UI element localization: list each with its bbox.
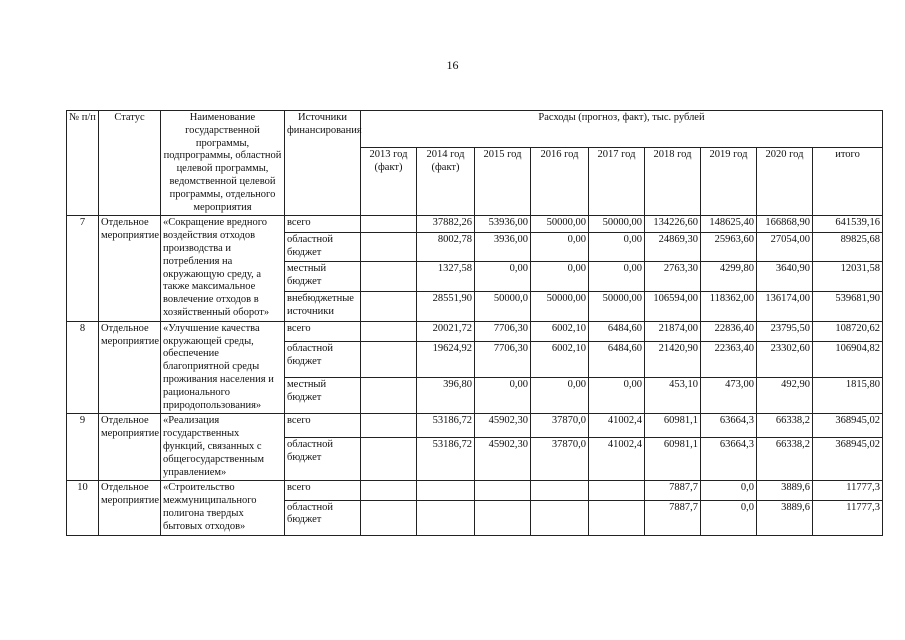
header-source: Источники финансирования <box>285 111 361 216</box>
cell-v2013 <box>361 414 417 438</box>
cell-v2020: 166868,90 <box>757 216 813 232</box>
row-source: всего <box>285 216 361 232</box>
cell-total: 368945,02 <box>813 414 883 438</box>
cell-v2015: 45902,30 <box>475 438 531 481</box>
cell-v2014 <box>417 500 475 535</box>
cell-v2020: 136174,00 <box>757 292 813 322</box>
table-row <box>67 481 883 500</box>
cell-v2013 <box>361 438 417 481</box>
cell-v2015: 50000,0 <box>475 292 531 322</box>
cell-v2014: 28551,90 <box>417 292 475 322</box>
cell-v2018: 7887,7 <box>645 481 701 500</box>
cell-v2013 <box>361 321 417 341</box>
cell-v2014: 37882,26 <box>417 216 475 232</box>
row-source: областной бюджет <box>285 232 361 262</box>
row-source: местный бюджет <box>285 262 361 292</box>
cell-v2018: 134226,60 <box>645 216 701 232</box>
cell-v2015: 45902,30 <box>475 414 531 438</box>
header-name: Наименование государственной программы, подпрограммы, областной целевой программы, ведомственной целевой программы, отдельного мероприятия <box>161 111 285 216</box>
cell-v2013 <box>361 232 417 262</box>
cell-v2016: 6002,10 <box>531 341 589 377</box>
row-source: областной бюджет <box>285 500 361 535</box>
cell-v2013 <box>361 262 417 292</box>
header-2013: 2013 год (факт) <box>361 148 417 216</box>
header-total: итого <box>813 148 883 216</box>
cell-v2018: 60981,1 <box>645 438 701 481</box>
header-num: № п/п <box>67 111 99 216</box>
row-source: областной бюджет <box>285 438 361 481</box>
cell-v2014 <box>417 481 475 500</box>
cell-v2014: 1327,58 <box>417 262 475 292</box>
page-number: 16 <box>446 58 459 72</box>
row-number: 7 <box>67 216 99 321</box>
cell-total: 368945,02 <box>813 438 883 481</box>
cell-v2017: 50000,00 <box>589 216 645 232</box>
cell-total: 11777,3 <box>813 500 883 535</box>
cell-v2019: 22363,40 <box>701 341 757 377</box>
cell-v2020: 492,90 <box>757 378 813 414</box>
row-status: Отдельное мероприятие <box>99 216 161 321</box>
cell-v2018: 21420,90 <box>645 341 701 377</box>
cell-v2014: 53186,72 <box>417 438 475 481</box>
cell-total: 12031,58 <box>813 262 883 292</box>
cell-v2013 <box>361 216 417 232</box>
row-number: 9 <box>67 414 99 481</box>
cell-v2016: 0,00 <box>531 262 589 292</box>
header-2020: 2020 год <box>757 148 813 216</box>
cell-v2017: 0,00 <box>589 232 645 262</box>
cell-v2014: 396,80 <box>417 378 475 414</box>
cell-v2019: 0,0 <box>701 500 757 535</box>
cell-total: 11777,3 <box>813 481 883 500</box>
cell-v2019: 0,0 <box>701 481 757 500</box>
header-status: Статус <box>99 111 161 216</box>
cell-v2019: 63664,3 <box>701 438 757 481</box>
cell-v2014: 53186,72 <box>417 414 475 438</box>
cell-total: 108720,62 <box>813 321 883 341</box>
cell-v2020: 23302,60 <box>757 341 813 377</box>
cell-v2014: 19624,92 <box>417 341 475 377</box>
cell-v2016 <box>531 481 589 500</box>
row-status: Отдельное мероприятие <box>99 481 161 535</box>
cell-v2015: 7706,30 <box>475 341 531 377</box>
cell-v2016: 37870,0 <box>531 414 589 438</box>
row-name: «Улучшение качества окружающей среды, обеспечение благоприятной среды проживания населения и рационального природопользования» <box>161 321 285 414</box>
row-source: областной бюджет <box>285 341 361 377</box>
header-2018: 2018 год <box>645 148 701 216</box>
cell-v2019: 473,00 <box>701 378 757 414</box>
cell-v2017: 6484,60 <box>589 341 645 377</box>
row-status: Отдельное мероприятие <box>99 414 161 481</box>
row-source: внебюджетные источники <box>285 292 361 322</box>
cell-v2017: 0,00 <box>589 262 645 292</box>
cell-v2018: 60981,1 <box>645 414 701 438</box>
row-name: «Реализация государственных функций, связанных с общегосударственным управлением» <box>161 414 285 481</box>
cell-v2019: 148625,40 <box>701 216 757 232</box>
cell-v2013 <box>361 292 417 322</box>
cell-v2020: 66338,2 <box>757 438 813 481</box>
cell-total: 89825,68 <box>813 232 883 262</box>
cell-v2017: 0,00 <box>589 378 645 414</box>
cell-v2017 <box>589 481 645 500</box>
cell-v2017: 50000,00 <box>589 292 645 322</box>
cell-total: 641539,16 <box>813 216 883 232</box>
row-status: Отдельное мероприятие <box>99 321 161 414</box>
cell-v2017: 6484,60 <box>589 321 645 341</box>
budget-table <box>66 110 883 536</box>
cell-v2015: 0,00 <box>475 262 531 292</box>
cell-total: 1815,80 <box>813 378 883 414</box>
cell-v2013 <box>361 378 417 414</box>
table-body <box>67 216 883 535</box>
row-name: «Строительство межмуниципального полигона твердых бытовых отходов» <box>161 481 285 535</box>
row-source: всего <box>285 414 361 438</box>
cell-v2017 <box>589 500 645 535</box>
table-row <box>67 216 883 232</box>
cell-v2017: 41002,4 <box>589 438 645 481</box>
cell-v2016 <box>531 500 589 535</box>
row-source: всего <box>285 481 361 500</box>
row-number: 10 <box>67 481 99 535</box>
cell-v2017: 41002,4 <box>589 414 645 438</box>
cell-v2020: 3889,6 <box>757 500 813 535</box>
cell-v2015: 0,00 <box>475 378 531 414</box>
cell-v2019: 22836,40 <box>701 321 757 341</box>
cell-v2018: 453,10 <box>645 378 701 414</box>
cell-v2015 <box>475 500 531 535</box>
cell-v2013 <box>361 500 417 535</box>
header-2019: 2019 год <box>701 148 757 216</box>
cell-v2016: 50000,00 <box>531 216 589 232</box>
cell-v2015: 7706,30 <box>475 321 531 341</box>
cell-v2018: 2763,30 <box>645 262 701 292</box>
cell-v2013 <box>361 341 417 377</box>
cell-v2020: 23795,50 <box>757 321 813 341</box>
cell-v2016: 0,00 <box>531 378 589 414</box>
cell-v2015: 53936,00 <box>475 216 531 232</box>
row-source: всего <box>285 321 361 341</box>
cell-v2019: 118362,00 <box>701 292 757 322</box>
cell-v2016: 0,00 <box>531 232 589 262</box>
cell-v2015 <box>475 481 531 500</box>
cell-v2018: 21874,00 <box>645 321 701 341</box>
cell-v2013 <box>361 481 417 500</box>
cell-v2020: 27054,00 <box>757 232 813 262</box>
header-2015: 2015 год <box>475 148 531 216</box>
row-source: местный бюджет <box>285 378 361 414</box>
row-name: «Сокращение вредного воздействия отходов производства и потребления на окружающую среду, а также максимальное вовлечение отходов в хозяйственный оборот» <box>161 216 285 321</box>
cell-v2019: 63664,3 <box>701 414 757 438</box>
cell-v2020: 3640,90 <box>757 262 813 292</box>
header-2017: 2017 год <box>589 148 645 216</box>
table-row <box>67 321 883 341</box>
table-row <box>67 414 883 438</box>
cell-v2018: 7887,7 <box>645 500 701 535</box>
header-2016: 2016 год <box>531 148 589 216</box>
cell-total: 106904,82 <box>813 341 883 377</box>
cell-v2014: 8002,78 <box>417 232 475 262</box>
row-number: 8 <box>67 321 99 414</box>
cell-v2020: 66338,2 <box>757 414 813 438</box>
cell-v2018: 106594,00 <box>645 292 701 322</box>
header-2014: 2014 год (факт) <box>417 148 475 216</box>
cell-v2014: 20021,72 <box>417 321 475 341</box>
cell-v2019: 25963,60 <box>701 232 757 262</box>
cell-v2020: 3889,6 <box>757 481 813 500</box>
cell-v2018: 24869,30 <box>645 232 701 262</box>
cell-v2015: 3936,00 <box>475 232 531 262</box>
cell-v2016: 6002,10 <box>531 321 589 341</box>
cell-v2016: 50000,00 <box>531 292 589 322</box>
cell-total: 539681,90 <box>813 292 883 322</box>
header-expenses: Расходы (прогноз, факт), тыс. рублей <box>361 111 883 148</box>
cell-v2019: 4299,80 <box>701 262 757 292</box>
cell-v2016: 37870,0 <box>531 438 589 481</box>
